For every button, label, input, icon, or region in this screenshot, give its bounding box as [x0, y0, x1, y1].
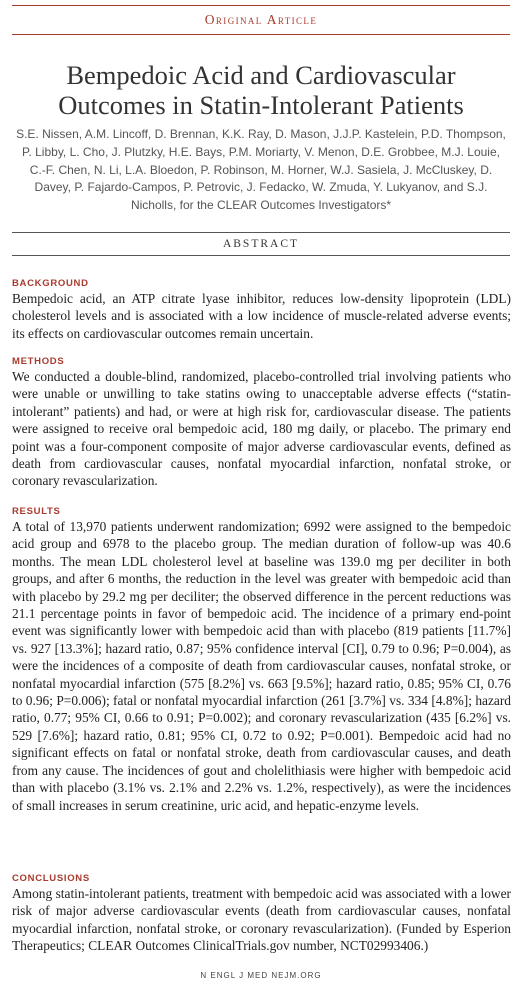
conclusions-heading: CONCLUSIONS	[12, 873, 90, 884]
abstract-label: ABSTRACT	[222, 238, 300, 250]
article-type-label: Original Article	[204, 12, 318, 27]
methods-text: We conducted a double-blind, randomized, placebo-controlled trial involving patients who were unable or unwilling to take statins owing to unacceptable adverse effects (“statin-intolerant” patients) and had, or were at high risk for, cardiovascular disease. The patients were assigned to receive oral bempedoic acid, 180 mg daily, or placebo. The primary end point was a four-component composite of major adverse cardiovascular events, defined as death from cardiovascular causes, nonfatal myocardial infarction, nonfatal stroke, or coronary revascularization.	[12, 369, 511, 489]
author-list: S.E. Nissen, A.M. Lincoff, D. Brennan, K.K. Ray, D. Mason, J.J.P. Kastelein, P.D. Thompson, P. Libby, L. Cho, J. Plutzky, H.E. Bays, P.M. Moriarty, V. Menon, D.E. Grobbee, M.J. Louie, C.-F. Chen, N. Li, L.A. Bloedon, P. Robinson, M. Horner, W.J. Sasiela, J. McCluskey, D. Davey, P. Fajardo-Campos, P. Petrovic, J. Fedacko, W. Zmuda, Y. Lukyanov, and S.J. Nicholls, for the CLEAR Outcomes Investigators*	[16, 127, 506, 213]
results-heading: RESULTS	[12, 506, 61, 517]
abstract-banner	[12, 232, 510, 256]
article-title	[10, 60, 512, 120]
title-line-2: Outcomes in Statin-Intolerant Patients	[58, 90, 464, 120]
article-type-banner	[12, 5, 510, 35]
journal-footer: N ENGL J MED NEJM.ORG	[200, 971, 322, 980]
title-line-1: Bempedoic Acid and Cardiovascular	[66, 60, 456, 90]
background-text: Bempedoic acid, an ATP citrate lyase inhibitor, reduces low-density lipoprotein (LDL) cholesterol levels and is associated with a low incidence of muscle-related adverse events; its effects on cardiovascular outcomes remain uncertain.	[12, 291, 511, 341]
background-heading: BACKGROUND	[12, 278, 89, 289]
methods-heading: METHODS	[12, 356, 65, 367]
conclusions-text: Among statin-intolerant patients, treatment with bempedoic acid was associated with a lower risk of major adverse cardiovascular events (death from cardiovascular causes, nonfatal myocardial infarction, nonfatal stroke, or coronary revascularization). (Funded by Esperion Therapeutics; CLEAR Outcomes ClinicalTrials.gov number, NCT02993406.)	[12, 886, 511, 954]
results-text: A total of 13,970 patients underwent randomization; 6992 were assigned to the bempedoic acid group and 6978 to the placebo group. The median duration of follow-up was 40.6 months. The mean LDL cholesterol level at baseline was 139.0 mg per deciliter in both groups, and after 6 months, the reduction in the level was greater with bempedoic acid than with placebo by 29.2 mg per deciliter; the observed difference in the percent reductions was 21.1 percentage points in favor of bempedoic acid. The incidence of a primary end-point event was significantly lower with bempedoic acid than with placebo (819 patients [11.7%] vs. 927 [13.3%]; hazard ratio, 0.87; 95% confidence interval [CI], 0.79 to 0.96; P=0.004), as were the incidences of a composite of death from cardiovascular causes, nonfatal stroke, or nonfatal myocardial infarction (575 [8.2%] vs. 663 [9.5%]; hazard ratio, 0.85; 95% CI, 0.76 to 0.96; P=0.006); fatal or nonfatal myocardial infarction (261 [3.7%] vs. 334 [4.8%]; hazard ratio, 0.77; 95% CI, 0.66 to 0.91; P=0.002); and coronary revascularization (435 [6.2%] vs. 529 [7.6%]; hazard ratio, 0.81; 95% CI, 0.72 to 0.92; P=0.001). Bempedoic acid had no significant effects on fatal or nonfatal stroke, death from cardiovascular causes, and death from any cause. The incidences of gout and cholelithiasis were higher with bempedoic acid than with placebo (3.1% vs. 2.1% and 2.2% vs. 1.2%, respectively), as were the incidences of small increases in serum creatinine, uric acid, and hepatic-enzyme levels.	[12, 519, 511, 813]
